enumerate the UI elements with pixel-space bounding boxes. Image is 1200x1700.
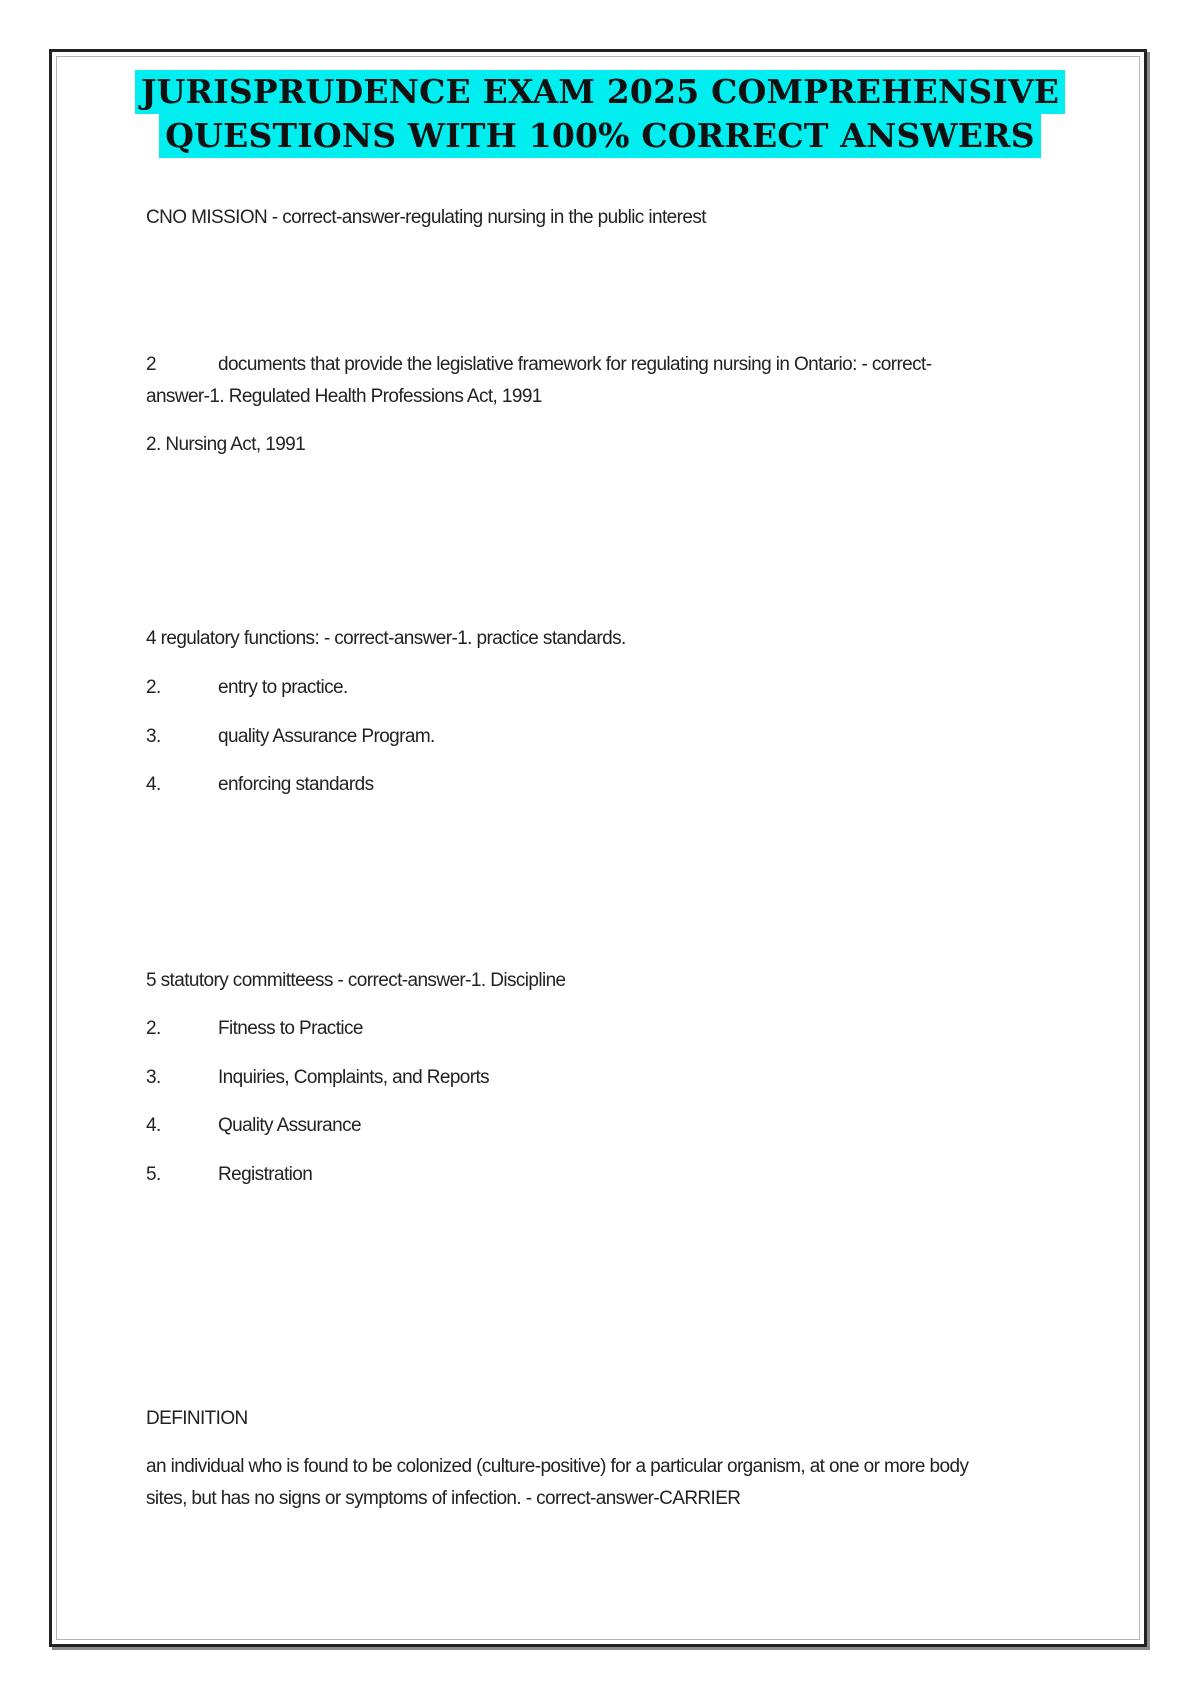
list-item-number: 3. bbox=[146, 726, 161, 747]
definition-heading: DEFINITION bbox=[146, 1408, 248, 1429]
list-item bbox=[146, 769, 373, 801]
list-item bbox=[146, 1110, 361, 1142]
list-item-text: Quality Assurance bbox=[218, 1115, 361, 1136]
list-item-text: enforcing standards bbox=[218, 774, 374, 795]
list-item-text: Fitness to Practice bbox=[218, 1018, 363, 1039]
list-item-number: 5. bbox=[146, 1164, 161, 1185]
question-text-line-1: documents that provide the legislative framework for regulating nursing in Ontario: - correct- bbox=[218, 354, 932, 375]
list-item-text: entry to practice. bbox=[218, 677, 348, 698]
list-item-number: 4. bbox=[146, 774, 161, 795]
list-item-number: 3. bbox=[146, 1067, 161, 1088]
question-statutory-committees: 5 statutory committeess - correct-answer-1. Discipline bbox=[146, 970, 566, 991]
title-line-2: QUESTIONS WITH 100% CORRECT ANSWERS bbox=[159, 114, 1041, 158]
question-text-line-2: answer-1. Regulated Health Professions Act, 1991 bbox=[146, 386, 542, 407]
list-item bbox=[146, 721, 435, 753]
question-number: 2 bbox=[146, 354, 156, 375]
list-item-number: 2. bbox=[146, 677, 161, 698]
list-item-text: quality Assurance Program. bbox=[218, 726, 435, 747]
list-item-number: 2. bbox=[146, 1018, 161, 1039]
list-item bbox=[146, 672, 348, 704]
definition-text-line-1: an individual who is found to be colonized (culture-positive) for a particular organism, at one or more body bbox=[146, 1456, 969, 1477]
question-regulatory-functions: 4 regulatory functions: - correct-answer-1. practice standards. bbox=[146, 628, 626, 649]
list-item bbox=[146, 1013, 363, 1045]
question-cno-mission: CNO MISSION - correct-answer-regulating nursing in the public interest bbox=[146, 207, 706, 228]
answer-item-nursing-act: 2. Nursing Act, 1991 bbox=[146, 434, 306, 455]
list-item bbox=[146, 1062, 489, 1094]
document-title bbox=[0, 70, 1200, 158]
list-item-text: Registration bbox=[218, 1164, 313, 1185]
title-line-1: JURISPRUDENCE EXAM 2025 COMPREHENSIVE bbox=[135, 70, 1065, 114]
list-item-number: 4. bbox=[146, 1115, 161, 1136]
list-item bbox=[146, 1159, 312, 1191]
list-item-text: Inquiries, Complaints, and Reports bbox=[218, 1067, 490, 1088]
question-legislative-documents bbox=[146, 349, 931, 381]
definition-text-line-2: sites, but has no signs or symptoms of infection. - correct-answer-CARRIER bbox=[146, 1488, 741, 1509]
